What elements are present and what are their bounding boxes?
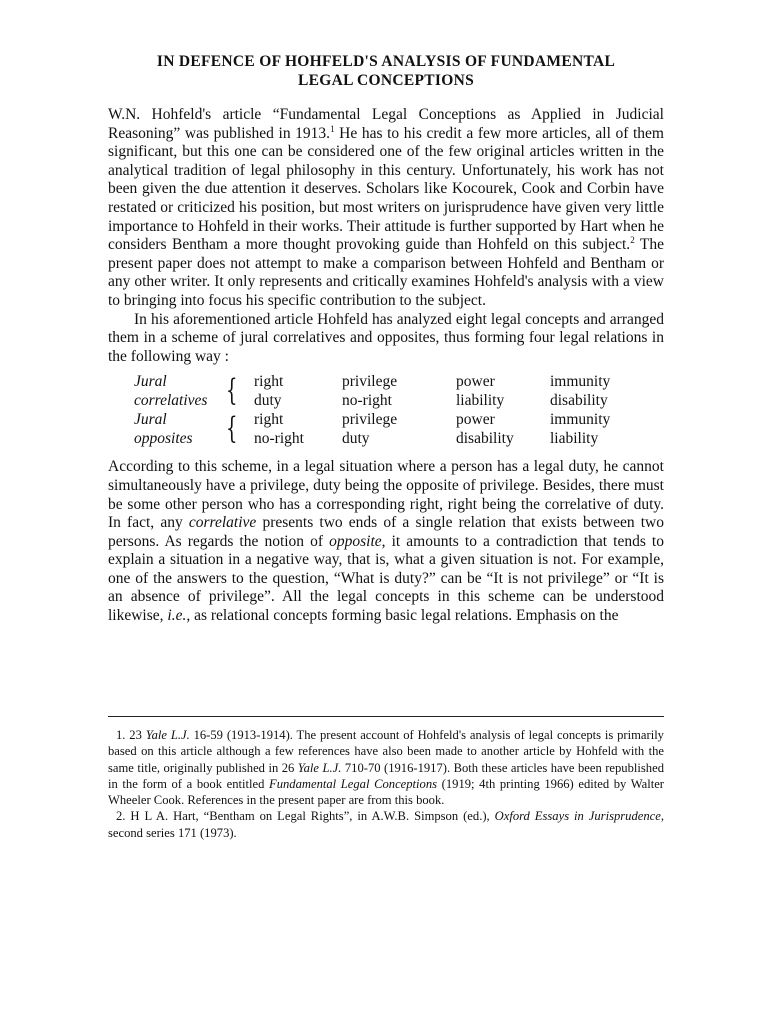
article-title bbox=[108, 52, 664, 90]
title-line-1: IN DEFENCE OF HOHFELD'S ANALYSIS OF FUNDAMENTAL bbox=[156, 53, 616, 70]
table-cell: liability bbox=[550, 430, 599, 448]
table-cell: privilege bbox=[342, 411, 398, 429]
label-jural-correlatives-1: Jural bbox=[134, 373, 167, 391]
footnote-1 bbox=[108, 727, 664, 808]
fn1-text-a: 1. 23 bbox=[116, 728, 146, 742]
fn1-italic-c: Fundamental Legal Conceptions bbox=[269, 776, 438, 791]
paragraph-scheme-intro: In his aforementioned article Hohfeld has analyzed eight legal concepts and arranged them in a scheme of jural correlatives and opposites, thus forming four legal relations in the following way : bbox=[108, 310, 664, 365]
para3-text-a: According to this scheme, in a legal situation where a person has a legal duty, he cannot simultaneously have a privilege, duty being the opposite of privilege. Besides, there must be some other person who has a corresponding right, right being the correlative of duty. In fact, any bbox=[108, 458, 664, 532]
table-cell: no-right bbox=[342, 392, 392, 410]
fn2-text-b: , second series 171 (1973). bbox=[108, 809, 664, 840]
table-cell: duty bbox=[342, 430, 370, 448]
label-jural-opposites-2: opposites bbox=[134, 430, 193, 448]
paragraph-scheme-explanation bbox=[108, 458, 664, 625]
table-cell: immunity bbox=[550, 411, 611, 429]
fn2-italic-a: Oxford Essays in Jurisprudence bbox=[494, 809, 661, 824]
brace-correlatives: { bbox=[226, 373, 238, 409]
para1-text-a: W.N. Hohfeld's article “Fundamental Legal Conceptions as Applied in Judicial Reasoning” was published in 1913. bbox=[108, 106, 664, 142]
jural-relations-table bbox=[108, 372, 664, 448]
footnote-divider bbox=[108, 716, 664, 717]
brace-opposites: { bbox=[226, 411, 238, 447]
label-jural-opposites-1: Jural bbox=[134, 411, 167, 429]
para3-text-c: , it amounts to a contradiction that tends to explain a situation in a negative way, that is, what a given situation is not. For example, one of the answers to the question, “What is duty?” can be “It is not privilege” or “It is an absence of privilege”. All the legal concepts in this scheme can be understood likewise, bbox=[108, 532, 664, 625]
table-cell: power bbox=[456, 373, 495, 391]
fn2-text-a: 2. H L A. Hart, “Bentham on Legal Rights”, in A.W.B. Simpson (ed.), bbox=[116, 809, 495, 824]
para3-italic-ie: i.e. bbox=[167, 607, 187, 625]
para3-text-d: , as relational concepts forming basic legal relations. Emphasis on the bbox=[186, 607, 619, 625]
paragraph-intro bbox=[108, 106, 664, 311]
label-jural-correlatives-2: correlatives bbox=[134, 392, 208, 410]
fn1-text-d: (1919; 4th printing 1966) edited by Walter Wheeler Cook. References in the present paper are from this book. bbox=[108, 776, 664, 808]
footnote-ref-1: 1 bbox=[330, 123, 335, 134]
article-body bbox=[108, 106, 664, 626]
footnote-2 bbox=[108, 808, 664, 841]
footnotes bbox=[108, 727, 664, 841]
para3-italic-correlative: correlative bbox=[188, 514, 257, 532]
table-cell: duty bbox=[254, 392, 282, 410]
para1-text-b: He has to his credit a few more articles, all of them significant, but this one can be considered one of the few original articles written in the analytical tradition of legal philosophy in this century. Unfortunately, his work has not been given the due attention it deserves. Scholars like Kocourek, Cook and Corbin have restated or criticized his position, but most writers on jurisprudence have given very little importance to Hohfeld in their works. Their attitude is further supported by Hart when he considers Bentham a more thought provoking guide than Hohfeld on this subject. bbox=[108, 124, 664, 254]
fn1-text-b: 16-59 (1913-1914). The present account of Hohfeld's analysis of legal concepts is primarily based on this article although a few references have also been made to another article by Hohfeld with the same title, originally published in 26 bbox=[108, 728, 664, 775]
table-cell: disability bbox=[550, 392, 608, 410]
title-line-2: LEGAL CONCEPTIONS bbox=[297, 72, 475, 89]
table-cell: immunity bbox=[550, 373, 611, 391]
fn1-text-c: 710-70 (1916-1917). Both these articles have been republished in the form of a book entitled bbox=[108, 760, 664, 791]
fn1-italic-b: Yale L.J. bbox=[297, 760, 342, 775]
table-cell: power bbox=[456, 411, 495, 429]
table-cell: no-right bbox=[254, 430, 304, 448]
table-cell: disability bbox=[456, 430, 514, 448]
para1-text-c: The present paper does not attempt to make a comparison between Hohfeld and Bentham or any other writer. It only represents and critically examines Hohfeld's analysis with a view to bringing into focus his specific contribution to the subject. bbox=[108, 236, 664, 309]
table-cell: right bbox=[254, 373, 284, 391]
table-cell: privilege bbox=[342, 373, 398, 391]
table-cell: right bbox=[254, 411, 284, 429]
table-cell: liability bbox=[456, 392, 505, 410]
para3-italic-opposite: opposite bbox=[329, 532, 382, 550]
para3-text-b: presents two ends of a single relation that exists between two persons. As regards the notion of bbox=[108, 514, 665, 550]
footnote-ref-2: 2 bbox=[630, 235, 635, 246]
fn1-italic-a: Yale L.J. bbox=[145, 728, 190, 742]
